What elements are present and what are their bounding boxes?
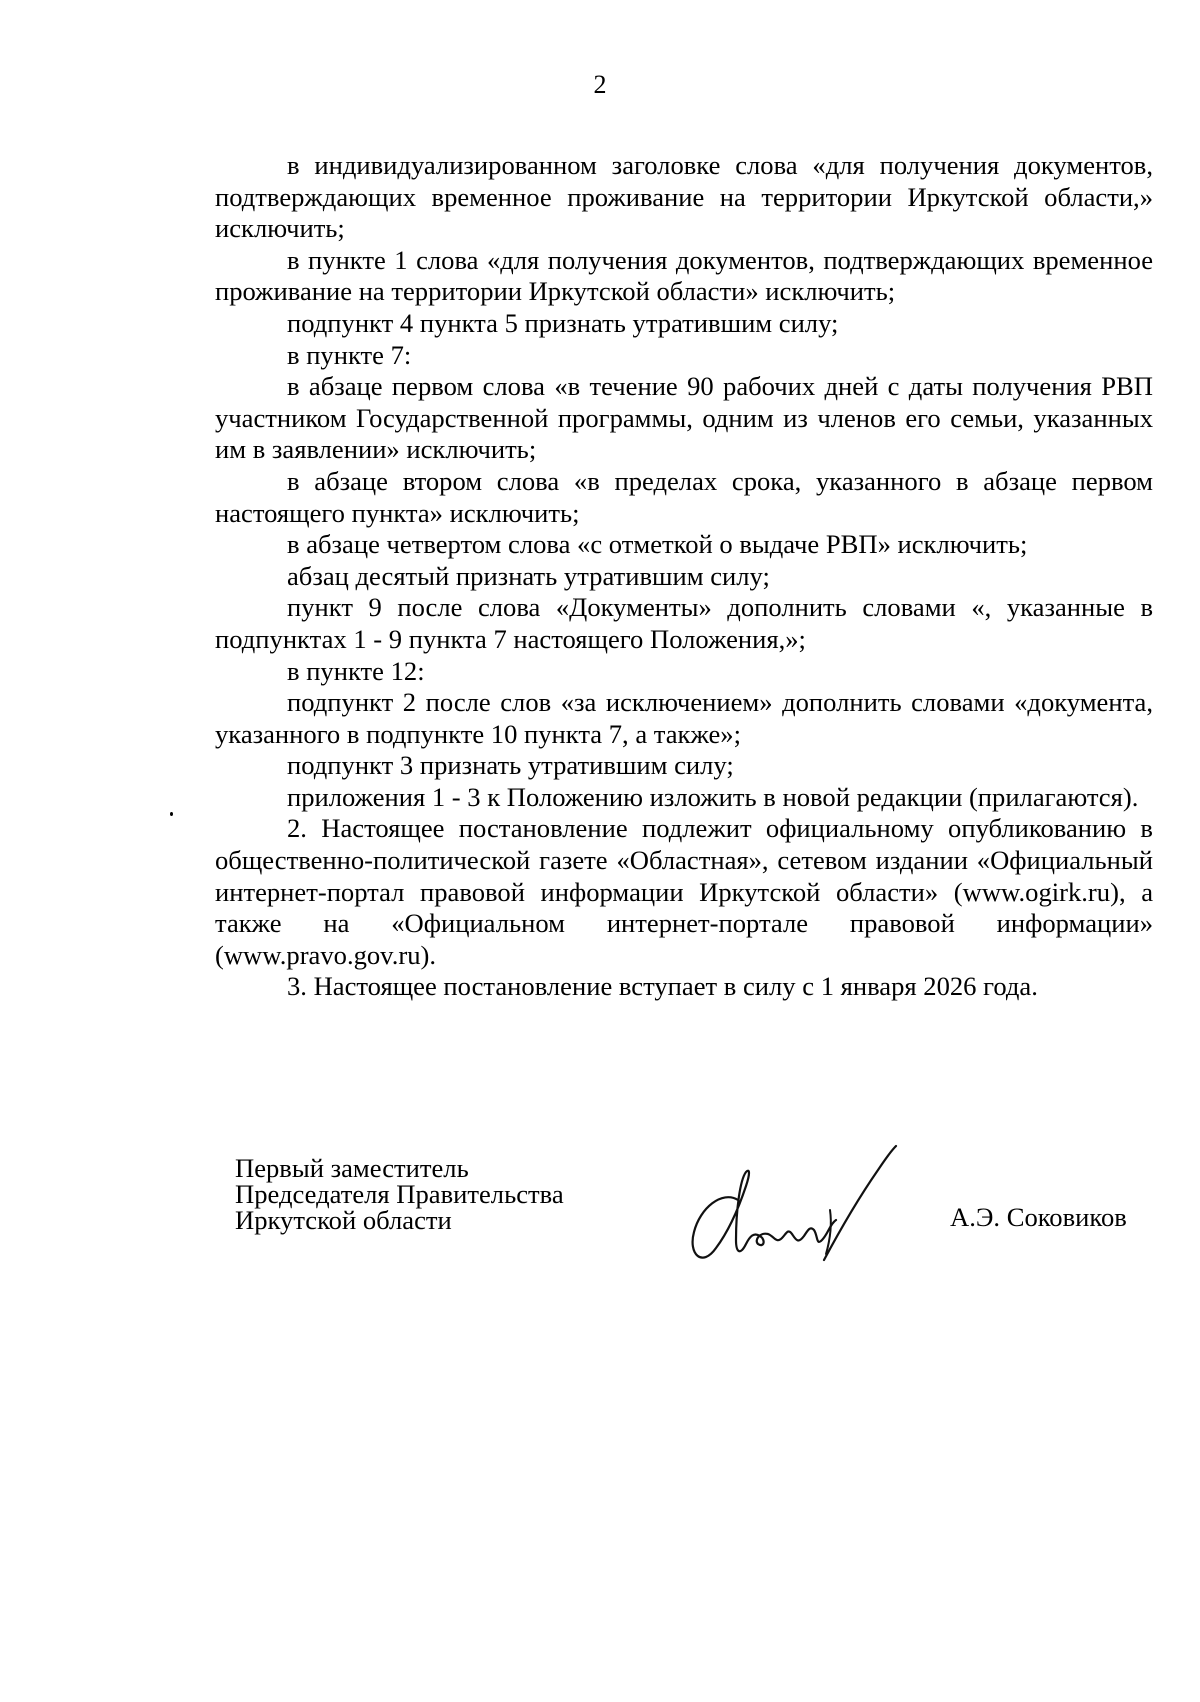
paragraph: в пункте 12:	[287, 655, 425, 686]
signer-name: А.Э. Соковиков	[950, 1202, 1127, 1232]
paragraph: в индивидуализированном заголовке слова «для получения документов, подтверждающих временное проживание на территории Иркутской области,» исключить;	[215, 150, 1153, 244]
signatory-title-line: Первый заместитель	[235, 1153, 469, 1183]
paragraph: 2. Настоящее постановление подлежит официальному опубликованию в общественно-политической газете «Областная», сетевом издании «Официальный интернет-портал правовой информации Иркутской области» (www.ogirk.ru), а также на «Официальном интернет-портале правовой информации» (www.pravo.gov.ru).	[215, 813, 1153, 970]
paragraph: приложения 1 - 3 к Положению изложить в новой редакции (прилагаются).	[287, 781, 1139, 812]
paragraph: пункт 9 после слова «Документы» дополнить словами «, указанные в подпунктах 1 - 9 пункта 7 настоящего Положения,»;	[215, 592, 1153, 654]
scan-artifact-dot	[170, 812, 173, 816]
page-number: 2	[593, 70, 607, 99]
paragraph: подпункт 4 пункта 5 признать утратившим силу;	[287, 307, 839, 338]
paragraph: в пункте 7:	[287, 339, 412, 370]
paragraph: в абзаце четвертом слова «с отметкой о выдаче РВП» исключить;	[287, 529, 1028, 560]
paragraph: подпункт 3 признать утратившим силу;	[287, 750, 734, 781]
paragraph: 3. Настоящее постановление вступает в силу с 1 января 2026 года.	[287, 971, 1038, 1002]
signatory-title	[235, 1155, 564, 1233]
paragraph: в абзаце первом слова «в течение 90 рабочих дней с даты получения РВП участником Государственной программы, одним из членов его семьи, указанных им в заявлении» исключить;	[215, 371, 1153, 465]
paragraph: абзац десятый признать утратившим силу;	[287, 560, 770, 591]
signatory-title-line: Иркутской области	[235, 1205, 452, 1235]
signature-stroke	[693, 1171, 836, 1258]
paragraph: подпункт 2 после слов «за исключением» дополнить словами «документа, указанного в подпункте 10 пункта 7, а также»;	[215, 687, 1153, 749]
paragraph: в пункте 1 слова «для получения документов, подтверждающих временное проживание на территории Иркутской области» исключить;	[215, 244, 1153, 307]
signatory-title-line: Председателя Правительства	[235, 1179, 564, 1209]
handwritten-signature	[680, 1140, 910, 1270]
paragraph: в абзаце втором слова «в пределах срока, указанного в абзаце первом настоящего пункта» исключить;	[215, 465, 1153, 528]
document-body	[215, 150, 1153, 1003]
signature-stroke	[824, 1146, 896, 1260]
